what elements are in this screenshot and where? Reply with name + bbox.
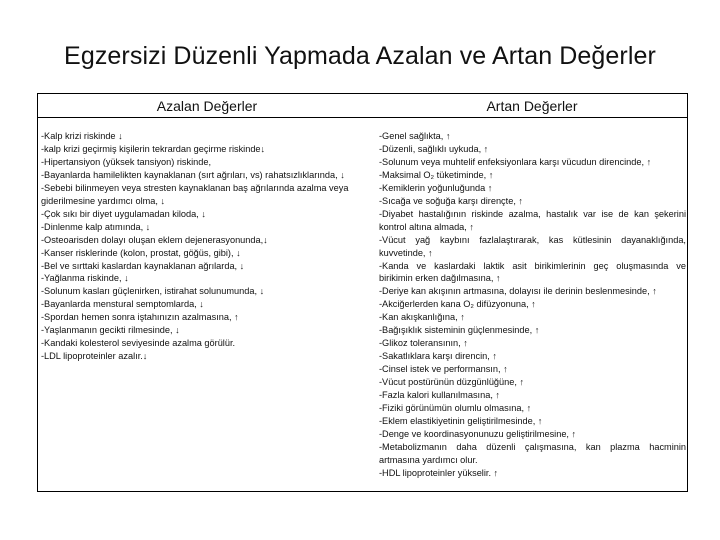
- decreasing-value-list-item: giderilmesine yardımcı olma, ↓: [41, 195, 166, 206]
- decreasing-value-list-item: -Osteoarisden dolayı oluşan eklem dejenerasyonunda,↓: [41, 234, 268, 245]
- increasing-value-list-item: -Kanda ve kaslardaki laktik asit birikimlerinin geç oluşmasında ve: [379, 260, 686, 271]
- increasing-value-list-item: -Kemiklerin yoğunluğunda ↑: [379, 182, 493, 193]
- increasing-value-list-item: kontrol altına almada, ↑: [379, 221, 474, 232]
- increasing-value-list-item: -Diyabet hastalığının riskinde azalma, hastalık var ise de kan şekerini: [379, 208, 686, 219]
- increasing-value-list-item: kuvvetinde, ↑: [379, 247, 433, 258]
- header-decreasing-values: Azalan Değerler: [156, 98, 258, 114]
- increasing-value-list-item: -Sakatlıklara karşı direncin, ↑: [379, 351, 497, 362]
- increasing-value-list-item: -Fiziki görünümün olumlu olmasına, ↑: [379, 403, 532, 414]
- increasing-value-list-item: -Vücut yağ kaybını fazlalaştırarak, kas kütlesinin dayanaklığında,: [379, 234, 686, 245]
- decreasing-value-list-item: -Dinlenme kalp atımında, ↓: [41, 221, 151, 232]
- increasing-value-list-item: -Eklem elastikiyetinin geliştirilmesinde, ↑: [379, 415, 543, 426]
- values-table: [37, 93, 688, 492]
- increasing-value-list-item: -Glikoz toleransının, ↑: [379, 338, 468, 349]
- decreasing-value-list-item: -Bel ve sırttaki kaslardan kaynaklanan ağrılarda, ↓: [41, 260, 245, 271]
- decreasing-value-list-item: -LDL lipoproteinler azalır.↓: [41, 351, 148, 362]
- decreasing-value-list-item: -Bayanlarda hamilelikten kaynaklanan (sırt ağrıları, vs) rahatsızlıklarında, ↓: [41, 169, 345, 180]
- decreasing-value-list-item: -Yaşlanmanın gecikti rilmesinde, ↓: [41, 325, 180, 336]
- increasing-value-list-item: -Kan akışkanlığına, ↑: [379, 312, 465, 323]
- header-increasing-values: Artan Değerler: [486, 98, 578, 114]
- decreasing-value-list-item: -Hipertansiyon (yüksek tansiyon) riskinde,: [41, 156, 212, 167]
- decreasing-value-list-item: -Sebebi bilinmeyen veya stresten kaynaklanan baş ağrılarında azalma veya: [41, 182, 349, 193]
- decreasing-value-list-item: -Kanser risklerinde (kolon, prostat, göğüs, gibi), ↓: [41, 247, 241, 258]
- increasing-value-list-item: -Maksimal O₂ tüketiminde, ↑: [379, 169, 494, 180]
- increasing-value-list-item: birikimin erken dağılmasına, ↑: [379, 273, 501, 284]
- increasing-value-list-item: -Solunum veya muhtelif enfeksiyonlara karşı vücudun direncinde, ↑: [379, 156, 652, 167]
- increasing-value-list-item: -Vücut postürünün düzgünlüğüne, ↑: [379, 377, 525, 388]
- decreasing-value-list-item: -Kandaki kolesterol seviyesinde azalma görülür.: [41, 338, 236, 349]
- increasing-value-list-item: -Sıcağa ve soğuğa karşı dirençte, ↑: [379, 195, 524, 206]
- decreasing-value-list-item: -Yağlanma riskinde, ↓: [41, 273, 129, 284]
- increasing-value-list-item: -HDL lipoproteinler yükselir. ↑: [379, 467, 499, 478]
- slide-title: Egzersizi Düzenli Yapmada Azalan ve Artan Değerler: [64, 42, 656, 70]
- increasing-value-list-item: -Deriye kan akışının artmasına, dolayısı ile derinin beslenmesinde, ↑: [379, 286, 657, 297]
- increasing-value-list-item: -Denge ve koordinasyonunuzu geliştirilmesine, ↑: [379, 428, 577, 439]
- table-header-row: [38, 94, 687, 118]
- increasing-value-list-item: -Düzenli, sağlıklı uykuda, ↑: [379, 143, 489, 154]
- decreasing-value-list-item: -Çok sıkı bir diyet uygulamadan kiloda, ↓: [41, 208, 206, 219]
- increasing-value-list-item: -Metabolizmanın daha düzenli çalışmasına, kan plazma hacminin: [379, 441, 686, 452]
- increasing-value-list-item: -Cinsel istek ve performansın, ↑: [379, 364, 508, 375]
- increasing-value-list-item: -Bağışıklık sisteminin güçlenmesinde, ↑: [379, 325, 540, 336]
- decreasing-values-column: [41, 130, 374, 363]
- decreasing-value-list-item: -Bayanlarda menstural semptomlarda, ↓: [41, 299, 204, 310]
- increasing-value-list-item: -Fazla kalori kullanılmasına, ↑: [379, 390, 501, 401]
- decreasing-value-list-item: -kalp krizi geçirmiş kişilerin tekrardan geçirme riskinde↓: [41, 143, 266, 154]
- decreasing-value-list-item: -Spordan hemen sonra iştahınızın azalmasına, ↑: [41, 312, 239, 323]
- decreasing-value-list-item: -Kalp krizi riskinde ↓: [41, 131, 123, 141]
- decreasing-value-list-item: -Solunum kasları güçlenirken, istirahat solunumunda, ↓: [41, 286, 265, 297]
- increasing-value-list-item: -Genel sağlıkta, ↑: [379, 131, 451, 141]
- increasing-value-list-item: -Akciğerlerden kana O₂ difüzyonuna, ↑: [379, 299, 536, 310]
- increasing-value-list-item: artmasına yardımcı olur.: [379, 454, 478, 465]
- increasing-values-column: [379, 130, 686, 480]
